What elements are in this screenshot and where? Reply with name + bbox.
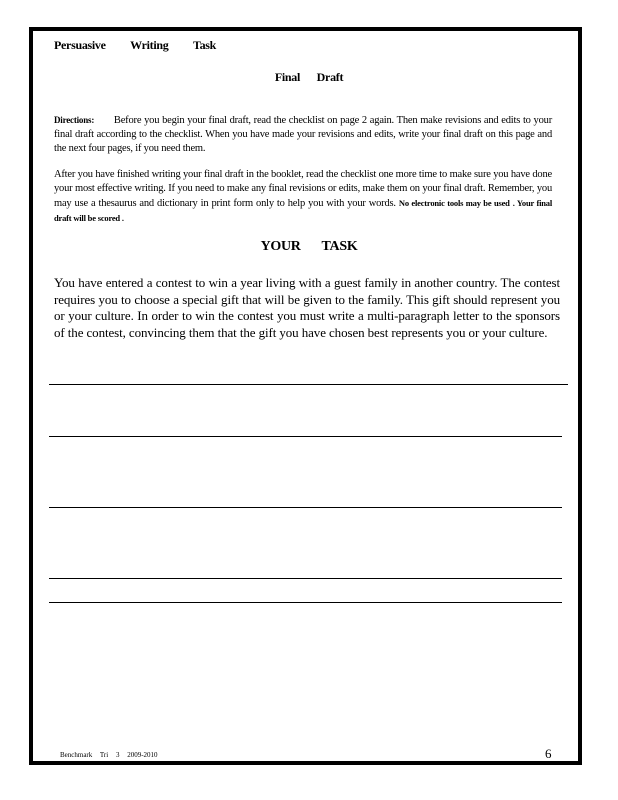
instructions-text: After you have finished writing your final draft in the booklet, read the checklist one more time to make sure you have done your most effective writing. If you need to make any final revisions or edits, make them on your final draft. Remember, you may use a thesaurus and dictionary in print form only to help you with your words.: [54, 169, 552, 209]
your-task-title: YOUR TASK: [260, 239, 358, 254]
writing-line: [49, 507, 562, 508]
writing-line: [49, 384, 568, 385]
no-tools-note: No electronic tools may be used: [398, 198, 510, 208]
task-prompt: You have entered a contest to win a year living with a guest family in another country. The contest requires you to choose a special gift that will be given to the family. This gift should represent you or your culture. In order to win the contest you must write a multi-paragraph letter to the sponsors of the contest, convincing them that the gift you have chosen best represents you or your culture.: [54, 275, 560, 340]
page-number: 6: [545, 746, 552, 761]
footer-label: Benchmark Tri 3 2009-2010: [60, 751, 158, 759]
directions-text: Before you begin your final draft, read the checklist on page 2 again. Then make revisions and edits to your final draft according to the checklist. When you have made your revisions and edits, write your final draft on this page and the next four pages, if you need them.: [54, 115, 552, 154]
directions-label: Directions:: [54, 115, 95, 125]
section-title: Final Draft: [274, 70, 344, 84]
directions-paragraph: [54, 113, 552, 156]
header-title: Persuasive Writing Task: [54, 38, 217, 52]
writing-line: [49, 436, 562, 437]
instructions-paragraph: [54, 168, 552, 226]
writing-line: [49, 602, 562, 603]
scored-note: . Your final draft will be scored .: [54, 198, 553, 223]
writing-line: [49, 578, 562, 579]
